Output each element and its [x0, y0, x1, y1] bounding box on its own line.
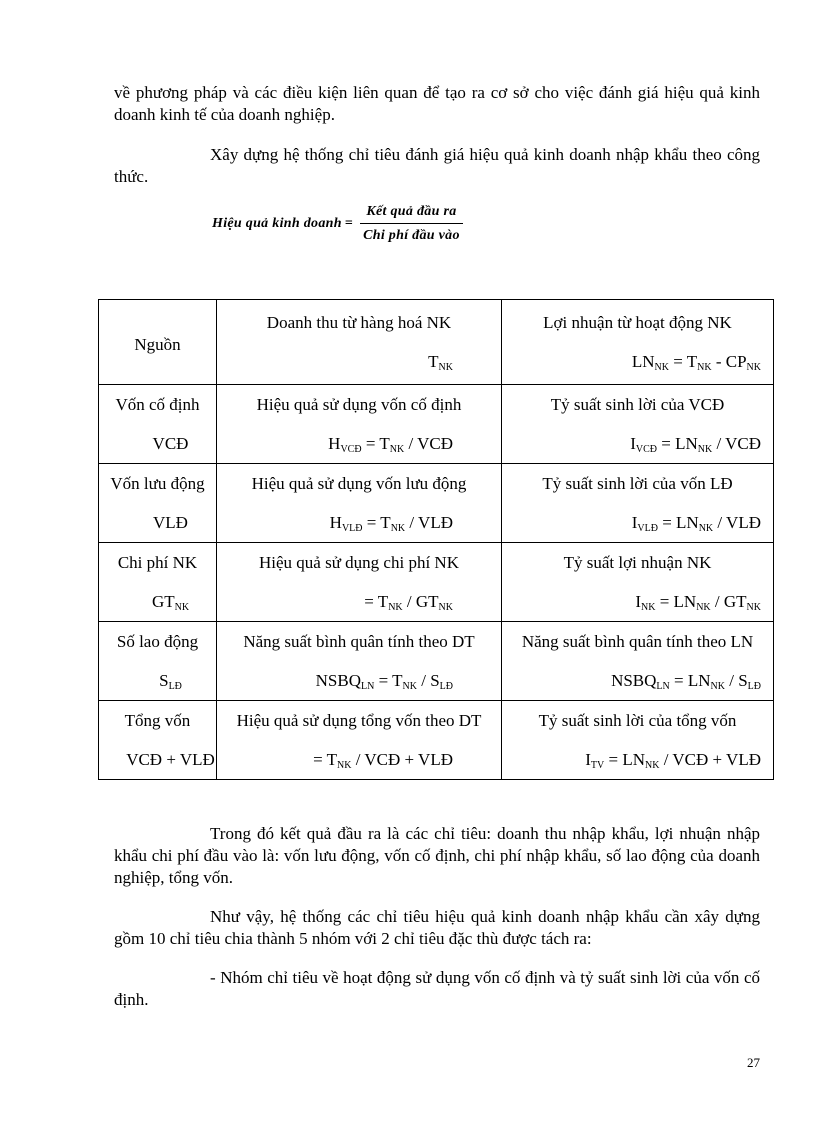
source-label: Số lao động — [116, 632, 199, 651]
metric-formula — [217, 740, 501, 779]
formula-text: T — [428, 352, 439, 371]
profit-metric-cell — [502, 622, 774, 701]
source-cell — [99, 543, 217, 622]
formula-text: NSBQ — [611, 671, 657, 690]
table-row — [99, 385, 774, 464]
metric-label: Hiệu quả sử dụng tổng vốn theo DT — [236, 711, 482, 730]
formula-equals: = — [344, 216, 354, 231]
formula-text: = LN — [657, 513, 699, 532]
revenue-metric-cell — [217, 300, 502, 385]
efficiency-indicator-table — [98, 299, 774, 780]
table-row — [99, 300, 774, 385]
profit-metric-cell — [502, 385, 774, 464]
formula-text: / VCĐ + VLĐ — [351, 750, 453, 769]
formula-text: = LN — [655, 592, 697, 611]
source-label: Vốn cố định — [115, 395, 200, 414]
revenue-metric-cell — [217, 543, 502, 622]
formula-text: = LN — [604, 750, 646, 769]
metric-label: Hiệu quả sử dụng vốn lưu động — [251, 474, 467, 493]
subscript: NK — [438, 362, 453, 373]
subscript: NK — [698, 523, 714, 534]
metric-formula — [502, 740, 773, 779]
subscript: LĐ — [747, 681, 761, 692]
formula-text: - CP — [711, 352, 747, 371]
metric-label: Tỷ suất sinh lời của tổng vốn — [538, 711, 737, 730]
metric-formula — [217, 424, 501, 463]
metric-label: Hiệu quả sử dụng chi phí NK — [259, 553, 459, 572]
formula-text: H — [328, 434, 341, 453]
formula-text: VCĐ + VLĐ — [126, 750, 215, 769]
formula-lhs: Hiệu quả kinh doanh — [212, 216, 342, 231]
formula-text: = T — [362, 513, 391, 532]
group-bullet: - Nhóm chỉ tiêu về hoạt động sử dụng vốn cố định và tỷ suất sinh lời của vốn cố định. — [114, 968, 760, 1009]
page-number: 27 — [747, 1055, 760, 1070]
formula-text: / VLĐ — [405, 513, 453, 532]
source-cell — [99, 464, 217, 543]
subscript: NK — [641, 602, 656, 613]
source-label: Chi phí NK — [117, 553, 198, 572]
summary-paragraph: Như vậy, hệ thống các chỉ tiêu hiệu quả kinh doanh nhập khẩu cần xây dựng gồm 10 chỉ tiêu chia thành 5 nhóm với 2 chỉ tiêu đặc thù được tách ra: — [114, 907, 760, 948]
metric-label: Năng suất bình quân tính theo LN — [521, 632, 754, 651]
subscript: LN — [361, 681, 375, 692]
source-cell — [99, 622, 217, 701]
subscript: NK — [390, 523, 406, 534]
formula-denominator: Chi phí đầu vào — [363, 228, 460, 243]
metric-label: Lợi nhuận từ hoạt động NK — [543, 313, 732, 332]
table-row — [99, 622, 774, 701]
formula-text: LN — [631, 352, 655, 371]
formula-text: I — [635, 592, 641, 611]
subscript: NK — [402, 681, 417, 692]
subscript: NK — [438, 602, 453, 613]
table-row — [99, 701, 774, 780]
formula-numerator: Kết quả đầu ra — [360, 204, 462, 224]
profit-metric-cell — [502, 543, 774, 622]
metric-label: Năng suất bình quân tính theo DT — [243, 632, 475, 651]
revenue-metric-cell — [217, 701, 502, 780]
formula-text: / GT — [402, 592, 439, 611]
metric-formula — [502, 424, 773, 463]
formula-text: = T — [364, 592, 389, 611]
subscript: LĐ — [168, 681, 182, 692]
revenue-metric-cell — [217, 385, 502, 464]
formula-text: VLĐ — [153, 513, 188, 532]
formula-text: / VCĐ — [712, 434, 761, 453]
metric-formula — [502, 582, 773, 621]
formula-text: / VCĐ + VLĐ — [659, 750, 761, 769]
metric-formula — [502, 661, 773, 700]
subscript: NK — [337, 760, 352, 771]
source-symbol — [99, 503, 216, 542]
subscript: NK — [174, 602, 190, 613]
subscript: LĐ — [439, 681, 453, 692]
subscript: NK — [710, 681, 725, 692]
source-symbol — [99, 424, 216, 463]
subscript: NK — [645, 760, 660, 771]
formula-text: GT — [151, 592, 175, 611]
source-cell — [99, 701, 217, 780]
metric-label: Tỷ suất sinh lời của vốn LĐ — [542, 474, 733, 493]
table-body — [99, 300, 774, 780]
formula-text: / VLĐ — [713, 513, 761, 532]
profit-metric-cell — [502, 464, 774, 543]
subscript: NK — [697, 444, 713, 455]
formula-text: NSBQ — [315, 671, 361, 690]
source-symbol — [99, 661, 216, 700]
formula-text: = T — [313, 750, 338, 769]
formula-text: H — [329, 513, 342, 532]
metric-label: Tỷ suất sinh lời của VCĐ — [550, 395, 725, 414]
subscript: NK — [697, 362, 712, 373]
intro-paragraph: về phương pháp và các điều kiện liên quan để tạo ra cơ sở cho việc đánh giá hiệu quả kinh doanh kinh tế của doanh nghiệp. — [114, 83, 760, 124]
formula-text: / S — [724, 671, 748, 690]
formula-intro-paragraph: Xây dựng hệ thống chỉ tiêu đánh giá hiệu quả kinh doanh nhập khẩu theo công thức. — [114, 145, 760, 186]
formula-fraction — [357, 204, 466, 244]
subscript: VLĐ — [341, 523, 363, 534]
subscript: VCĐ — [340, 444, 362, 455]
formula-text: I — [630, 434, 636, 453]
subscript: VLĐ — [637, 523, 658, 534]
source-label: Vốn lưu động — [110, 474, 205, 493]
subscript: NK — [746, 362, 761, 373]
source-symbol — [99, 740, 216, 779]
formula-text: / GT — [710, 592, 747, 611]
explanation-paragraph: Trong đó kết quả đầu ra là các chỉ tiêu: doanh thu nhập khẩu, lợi nhuận nhập khẩu chi phí đầu vào là: vốn lưu động, vốn cố định, chi phí nhập khẩu, số lao động của doanh nghiệp, tổng vốn. — [114, 824, 760, 887]
subscript: NK — [389, 444, 405, 455]
profit-metric-cell — [502, 300, 774, 385]
metric-formula — [502, 503, 773, 542]
formula-text: = T — [374, 671, 403, 690]
metric-formula — [217, 661, 501, 700]
formula-text: = T — [361, 434, 390, 453]
formula-text: / VCĐ — [404, 434, 453, 453]
formula-text: = LN — [669, 671, 711, 690]
subscript: LN — [656, 681, 670, 692]
formula-text: I — [631, 513, 638, 532]
revenue-metric-cell — [217, 622, 502, 701]
metric-label: Hiệu quả sử dụng vốn cố định — [256, 395, 462, 414]
table-row — [99, 464, 774, 543]
source-label: Tổng vốn — [124, 711, 191, 730]
revenue-metric-cell — [217, 464, 502, 543]
source-cell — [99, 300, 217, 385]
formula-text: = LN — [656, 434, 698, 453]
table-row — [99, 543, 774, 622]
metric-formula — [217, 582, 501, 621]
metric-formula — [217, 342, 501, 381]
subscript: VCĐ — [635, 444, 657, 455]
metric-label: Tỷ suất lợi nhuận NK — [563, 553, 712, 572]
subscript: NK — [746, 602, 761, 613]
profit-metric-cell — [502, 701, 774, 780]
source-label: Nguồn — [134, 335, 181, 354]
formula-text: / S — [416, 671, 440, 690]
subscript: TV — [590, 760, 605, 771]
formula-text: VCĐ — [152, 434, 189, 453]
formula-text: I — [585, 750, 591, 769]
formula-text: S — [159, 671, 169, 690]
metric-formula — [217, 503, 501, 542]
efficiency-formula — [212, 204, 466, 244]
subscript: NK — [654, 362, 669, 373]
subscript: NK — [696, 602, 711, 613]
metric-formula — [502, 342, 773, 381]
source-cell — [99, 385, 217, 464]
formula-text: = T — [668, 352, 698, 371]
subscript: NK — [388, 602, 403, 613]
metric-label: Doanh thu từ hàng hoá NK — [266, 313, 452, 332]
source-symbol — [99, 582, 216, 621]
